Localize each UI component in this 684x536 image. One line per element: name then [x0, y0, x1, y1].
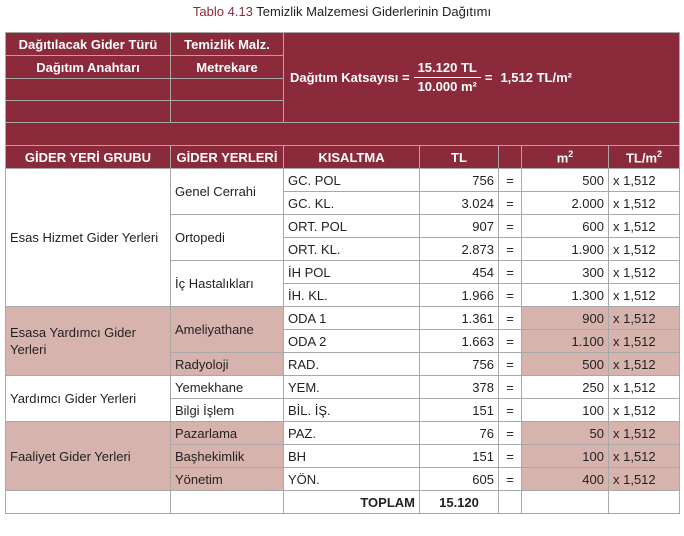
- table-row: [6, 422, 680, 445]
- tl-cell: 76: [420, 422, 499, 445]
- equals-cell: =: [499, 169, 522, 192]
- col-header-group: GİDER YERİ GRUBU: [6, 146, 171, 169]
- equals-cell: =: [499, 468, 522, 491]
- col-header-eq: [499, 146, 522, 169]
- rate-factor-cell: x 1,512: [609, 445, 680, 468]
- empty-cell: [6, 491, 171, 514]
- equals-cell: =: [499, 215, 522, 238]
- empty-cell: [522, 491, 609, 514]
- equals-cell: =: [499, 422, 522, 445]
- equals-cell: =: [499, 192, 522, 215]
- group-name: Esasa Yardımcı Gider Yerleri: [6, 307, 171, 376]
- m2-cell: 2.000: [522, 192, 609, 215]
- m2-cell: 600: [522, 215, 609, 238]
- m2-cell: 900: [522, 307, 609, 330]
- tl-cell: 151: [420, 399, 499, 422]
- empty-cell: [171, 491, 284, 514]
- rate-factor-cell: x 1,512: [609, 422, 680, 445]
- place-name: Yemekhane: [171, 376, 284, 399]
- m2-cell: 50: [522, 422, 609, 445]
- table-number: Tablo 4.13: [192, 4, 253, 19]
- tl-cell: 1.361: [420, 307, 499, 330]
- equals-cell: =: [499, 307, 522, 330]
- col-header-place: GİDER YERLERİ: [171, 146, 284, 169]
- rate-equals: =: [484, 70, 493, 85]
- m2-cell: 500: [522, 169, 609, 192]
- abbr-cell: GC. POL: [284, 169, 420, 192]
- abbr-cell: ODA 1: [284, 307, 420, 330]
- rate-factor-cell: x 1,512: [609, 192, 680, 215]
- m2-cell: 1.900: [522, 238, 609, 261]
- abbr-cell: ORT. KL.: [284, 238, 420, 261]
- rate-factor-cell: x 1,512: [609, 353, 680, 376]
- rate-factor-cell: x 1,512: [609, 261, 680, 284]
- rate-factor-cell: x 1,512: [609, 284, 680, 307]
- group-name: Yardımcı Gider Yerleri: [6, 376, 171, 422]
- abbr-cell: ODA 2: [284, 330, 420, 353]
- place-name: Radyoloji: [171, 353, 284, 376]
- group-name: Faaliyet Gider Yerleri: [6, 422, 171, 491]
- abbr-cell: BİL. İŞ.: [284, 399, 420, 422]
- rate-factor-cell: x 1,512: [609, 238, 680, 261]
- col-header-rate: $TL/m^2$: [609, 146, 680, 169]
- header-row-expense-type: [6, 33, 680, 56]
- header-band: [6, 123, 680, 146]
- equals-cell: =: [499, 376, 522, 399]
- abbr-cell: İH POL: [284, 261, 420, 284]
- m2-cell: 300: [522, 261, 609, 284]
- tl-cell: 454: [420, 261, 499, 284]
- place-name: Başhekimlik: [171, 445, 284, 468]
- equals-cell: =: [499, 445, 522, 468]
- empty-cell: [171, 79, 284, 101]
- tl-cell: 756: [420, 353, 499, 376]
- tl-cell: 1.966: [420, 284, 499, 307]
- tl-cell: 378: [420, 376, 499, 399]
- place-name: İç Hastalıkları: [171, 261, 284, 307]
- rate-factor-cell: x 1,512: [609, 399, 680, 422]
- m2-cell: 250: [522, 376, 609, 399]
- tl-cell: 2.873: [420, 238, 499, 261]
- table-row: [6, 307, 680, 330]
- equals-cell: =: [499, 330, 522, 353]
- rate-factor-cell: x 1,512: [609, 376, 680, 399]
- group-name: Esas Hizmet Gider Yerleri: [6, 169, 171, 307]
- expense-type-label: Dağıtılacak Gider Türü: [6, 33, 171, 56]
- table-caption: [0, 2, 684, 22]
- abbr-cell: RAD.: [284, 353, 420, 376]
- total-value: 15.120: [420, 491, 499, 514]
- place-name: Ameliyathane: [171, 307, 284, 353]
- m2-cell: 400: [522, 468, 609, 491]
- abbr-cell: YEM.: [284, 376, 420, 399]
- m2-cell: 100: [522, 399, 609, 422]
- abbr-cell: İH. KL.: [284, 284, 420, 307]
- col-header-m2: $m^2$: [522, 146, 609, 169]
- abbr-cell: PAZ.: [284, 422, 420, 445]
- place-name: Yönetim: [171, 468, 284, 491]
- table-row: [6, 169, 680, 192]
- table-row: [6, 376, 680, 399]
- rate-label: Dağıtım Katsayısı =: [290, 70, 410, 85]
- m2-cell: 1.100: [522, 330, 609, 353]
- place-name: Ortopedi: [171, 215, 284, 261]
- distribution-key-label: Dağıtım Anahtarı: [6, 56, 171, 79]
- table-title: Temizlik Malzemesi Giderlerinin Dağıtımı: [256, 4, 492, 19]
- equals-cell: =: [499, 399, 522, 422]
- m2-cell: 100: [522, 445, 609, 468]
- rate-result: 1,512 TL/m²: [500, 70, 572, 85]
- equals-cell: =: [499, 238, 522, 261]
- rate-factor-cell: x 1,512: [609, 307, 680, 330]
- place-name: Genel Cerrahi: [171, 169, 284, 215]
- header-band-cell: [6, 123, 680, 146]
- abbr-cell: ORT. POL: [284, 215, 420, 238]
- empty-cell: [609, 491, 680, 514]
- rate-numerator: 15.120 TL: [414, 60, 481, 78]
- place-name: Pazarlama: [171, 422, 284, 445]
- rate-factor-cell: x 1,512: [609, 169, 680, 192]
- distribution-key-value: Metrekare: [171, 56, 284, 79]
- total-row: [6, 491, 680, 514]
- empty-cell: [171, 101, 284, 123]
- abbr-cell: YÖN.: [284, 468, 420, 491]
- rate-factor-cell: x 1,512: [609, 330, 680, 353]
- rate-fraction: [414, 60, 481, 95]
- m2-cell: 1.300: [522, 284, 609, 307]
- empty-cell: [6, 101, 171, 123]
- distribution-rate: [288, 60, 675, 95]
- rate-factor-cell: x 1,512: [609, 215, 680, 238]
- empty-cell: [499, 491, 522, 514]
- equals-cell: =: [499, 353, 522, 376]
- tl-cell: 605: [420, 468, 499, 491]
- col-header-tl: TL: [420, 146, 499, 169]
- abbr-cell: BH: [284, 445, 420, 468]
- rate-denominator: 10.000 m²: [417, 79, 477, 94]
- empty-cell: [6, 79, 171, 101]
- m2-cell: 500: [522, 353, 609, 376]
- abbr-cell: GC. KL.: [284, 192, 420, 215]
- tl-cell: 907: [420, 215, 499, 238]
- equals-cell: =: [499, 261, 522, 284]
- expense-distribution-table: [5, 32, 680, 514]
- tl-cell: 151: [420, 445, 499, 468]
- column-header-row: [6, 146, 680, 169]
- rate-factor-cell: x 1,512: [609, 468, 680, 491]
- col-header-abbr: KISALTMA: [284, 146, 420, 169]
- expense-type-value: Temizlik Malz.: [171, 33, 284, 56]
- tl-cell: 756: [420, 169, 499, 192]
- place-name: Bilgi İşlem: [171, 399, 284, 422]
- rate-cell: [284, 33, 680, 123]
- equals-cell: =: [499, 284, 522, 307]
- tl-cell: 3.024: [420, 192, 499, 215]
- total-label: TOPLAM: [284, 491, 420, 514]
- tl-cell: 1.663: [420, 330, 499, 353]
